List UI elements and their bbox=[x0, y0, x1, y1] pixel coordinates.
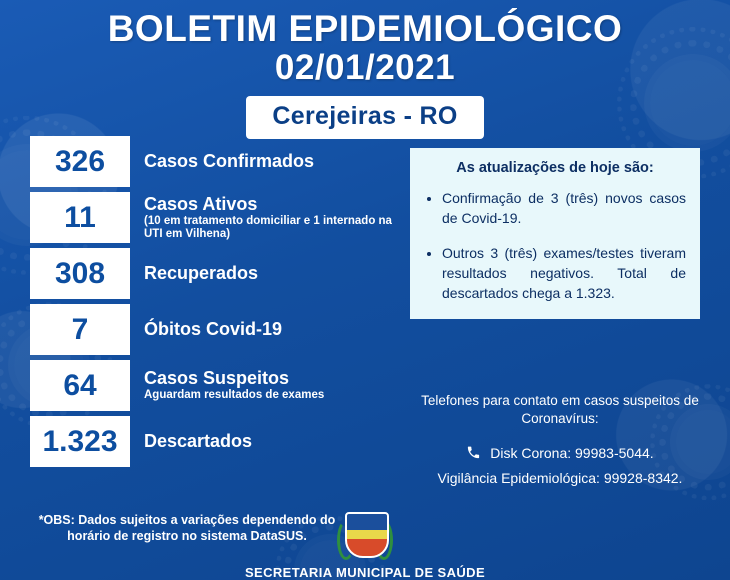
stat-row bbox=[30, 360, 410, 411]
city-crest-icon bbox=[339, 508, 391, 564]
contact-disk-corona-text: Disk Corona: 99983-5044. bbox=[490, 445, 654, 462]
stat-label: Óbitos Covid-19 bbox=[144, 319, 283, 340]
stat-label: Casos Ativos bbox=[144, 193, 258, 214]
phone-icon bbox=[466, 445, 481, 465]
contact-line-vigilancia: Vigilância Epidemiológica: 99928-8342. bbox=[437, 470, 683, 487]
stat-row bbox=[30, 416, 410, 467]
updates-panel bbox=[410, 148, 700, 319]
stat-text bbox=[130, 431, 252, 451]
footer bbox=[0, 508, 730, 580]
stat-sublabel: Aguardam resultados de exames bbox=[144, 389, 325, 402]
contact-line-disk-corona bbox=[400, 444, 720, 465]
footer-organization: SECRETARIA MUNICIPAL DE SAÚDE bbox=[244, 565, 486, 580]
stat-text bbox=[130, 151, 314, 171]
stat-label: Descartados bbox=[144, 431, 253, 452]
stat-label: Recuperados bbox=[144, 263, 259, 284]
stat-row bbox=[30, 192, 410, 243]
updates-list bbox=[424, 188, 686, 303]
page-title bbox=[0, 0, 730, 86]
stat-row bbox=[30, 248, 410, 299]
stat-label: Casos Confirmados bbox=[144, 151, 315, 172]
stat-text bbox=[130, 319, 282, 339]
stat-value: 308 bbox=[30, 248, 130, 299]
stat-row bbox=[30, 136, 410, 187]
stat-text bbox=[130, 194, 410, 242]
stat-value: 11 bbox=[30, 192, 130, 243]
stat-value: 326 bbox=[30, 136, 130, 187]
contact-heading: Telefones para contato em casos suspeitos de Coronavírus: bbox=[421, 393, 699, 427]
stat-text bbox=[130, 368, 324, 402]
title-date: 02/01/2021 bbox=[274, 48, 456, 88]
observation-note: *OBS: Dados sujeitos a variações dependendo do horário de registro no sistema DataSUS. bbox=[38, 513, 336, 544]
stat-value: 1.323 bbox=[30, 416, 130, 467]
stat-text bbox=[130, 263, 258, 283]
stat-value: 64 bbox=[30, 360, 130, 411]
title-main: BOLETIM EPIDEMIOLÓGICO bbox=[107, 8, 623, 49]
city-badge-container bbox=[0, 96, 730, 139]
contact-section bbox=[400, 392, 720, 492]
updates-title: As atualizações de hoje são: bbox=[456, 160, 654, 176]
stat-row bbox=[30, 304, 410, 355]
update-item: • Confirmação de 3 (três) novos casos de Covid-19. bbox=[442, 188, 686, 229]
update-item: • Outros 3 (três) exames/testes tiveram resultados negativos. Total de descartados chega a 1.323. bbox=[442, 243, 686, 304]
crest-shield-icon bbox=[345, 512, 389, 558]
stat-value: 7 bbox=[30, 304, 130, 355]
statistics-list bbox=[30, 136, 410, 472]
stat-label: Casos Suspeitos bbox=[144, 368, 290, 389]
city-badge: Cerejeiras - RO bbox=[246, 96, 483, 139]
stat-sublabel: (10 em tratamento domiciliar e 1 internado na UTI em Vilhena) bbox=[144, 214, 392, 241]
